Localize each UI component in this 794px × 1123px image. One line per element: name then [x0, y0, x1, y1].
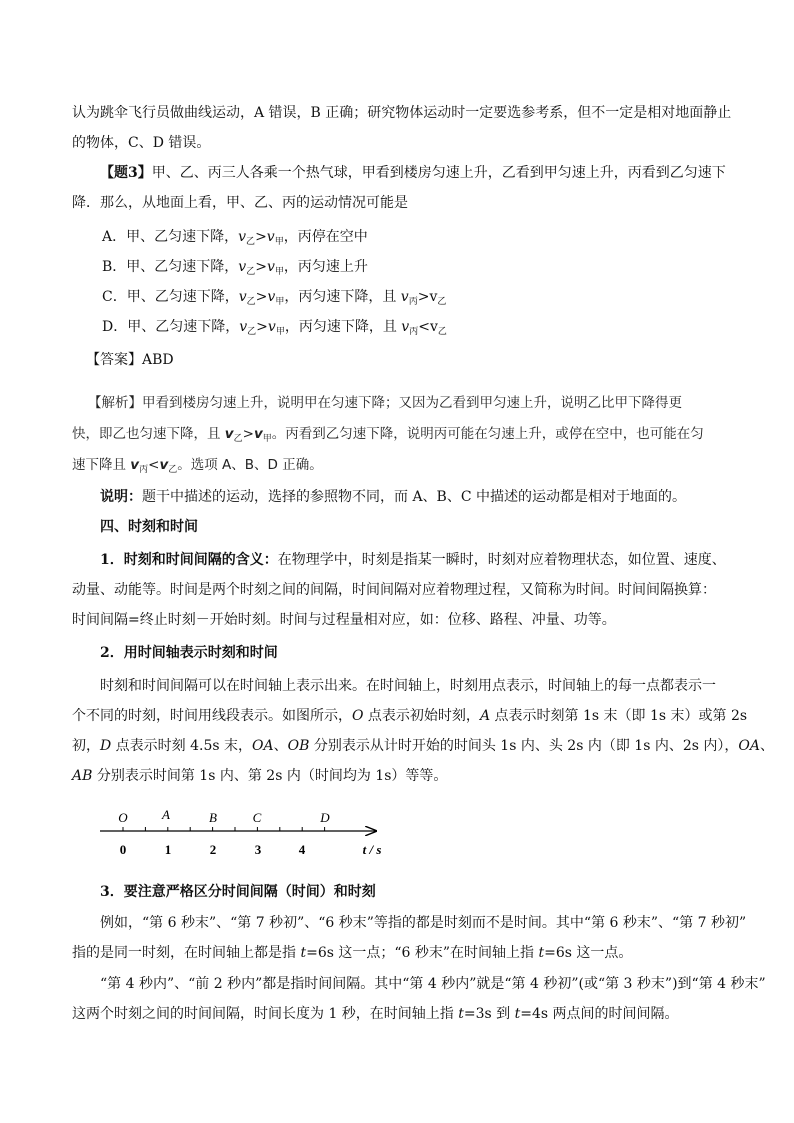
operator: >v [417, 289, 438, 305]
operator: <v [418, 319, 438, 335]
question-text: 甲、乙、丙三人各乘一个热气球，甲看到楼房匀速上升，乙看到甲匀速上升，丙看到乙匀速下 [151, 165, 726, 181]
point-label-d: D [320, 810, 330, 825]
var-v: v [238, 259, 247, 275]
option-c [102, 287, 446, 312]
paragraph-text: =3s 到 [463, 1006, 515, 1022]
subscript: 丙 [408, 297, 418, 307]
point-label-o: O [118, 810, 128, 825]
tick-label: 0 [119, 842, 127, 857]
subscript: 甲 [275, 297, 285, 307]
var-v: v [267, 319, 276, 335]
var-t: t [300, 945, 307, 961]
var-v: v [267, 289, 276, 305]
subscript: 丙 [409, 327, 419, 337]
option-text: B．甲、乙匀速下降， [102, 259, 239, 275]
var-v: v [224, 426, 234, 442]
paragraph-text: 分别表示从计时开始的时间头 1s 内、头 2s 内（即 1s 内、2s 内）， [309, 738, 739, 754]
paragraph-line: “第 4 秒内”、“前 2 秒内”都是指时间间隔。其中“第 4 秒内”就是“第 4 秒初”(或“第 3 秒末”)到“第 4 秒末” [100, 976, 766, 992]
segment-label: AB [72, 768, 93, 784]
option-text: ，丙匀速下降，且 [284, 319, 402, 335]
paragraph-text: 初， [72, 738, 100, 754]
var-v: v [253, 426, 263, 442]
paragraph-line [72, 943, 632, 963]
point-label: D [100, 738, 112, 754]
option-text: C．甲、乙匀速下降， [102, 289, 239, 305]
option-a [102, 227, 368, 252]
time-axis-figure [96, 800, 396, 870]
subscript: 乙 [246, 297, 256, 307]
explanation-text: 速下降且 [72, 457, 131, 473]
question-stem-line: 降．那么，从地面上看，甲、乙、丙的运动情况可能是 [72, 195, 408, 211]
paragraph-line [72, 766, 447, 786]
paragraph-text: 分别表示时间第 1s 内、第 2s 内（时间均为 1s）等等。 [92, 768, 448, 784]
var-v: v [238, 229, 247, 245]
note-text: 题干中描述的运动，选择的参照物不同，而 A、B、C 中描述的运动都是相对于地面的。 [142, 489, 687, 505]
var-t: t [458, 1006, 464, 1022]
segment-label: OB [287, 738, 310, 754]
paragraph-line: 时间间隔=终止时刻－开始时刻。时间与过程量相对应，如：位移、路程、冲量、功等。 [72, 612, 616, 628]
tick-label: 1 [164, 842, 172, 857]
paragraph-text: 点表示初始时刻， [363, 708, 480, 724]
var-v: v [238, 289, 247, 305]
point-label-b: B [209, 810, 217, 825]
var-t: t [514, 1006, 521, 1022]
paragraph-text: 指的是同一时刻，在时间轴上都是指 [72, 945, 301, 961]
point-label-c: C [252, 810, 262, 825]
point-label-a: A [162, 807, 170, 822]
option-text: ，丙匀速下降，且 [284, 289, 401, 305]
tick-label: 3 [254, 842, 262, 857]
paragraph-line: 的物体，C、D 错误。 [72, 135, 211, 151]
var-v: v [401, 319, 410, 335]
answer: 【答案】ABD [86, 352, 174, 368]
subscript: 乙 [246, 237, 256, 247]
var-v: v [266, 229, 275, 245]
subsection-title: 2．用时间轴表示时刻和时间 [100, 645, 278, 661]
subscript: 甲 [274, 237, 284, 247]
var-v: v [400, 289, 409, 305]
operator: > [256, 319, 268, 335]
paragraph-text: =6s 这一点。 [544, 945, 633, 961]
question-stem [100, 163, 726, 183]
operator: > [255, 229, 267, 245]
subsection-title: 3．要注意严格区分时间间隔（时间）和时刻 [100, 884, 376, 900]
subscript: 甲 [262, 434, 272, 444]
paragraph-text: 个不同的时刻，时间用线段表示。如图所示， [72, 708, 352, 724]
paragraph-text: 点表示时刻第 1s 末（即 1s 末）或第 2s [490, 708, 748, 724]
paragraph-text: 点表示时刻 4.5s 末， [111, 738, 253, 754]
question-tag: 【题3】 [100, 165, 152, 181]
var-v: v [266, 259, 275, 275]
operator: > [255, 289, 268, 305]
subscript: 甲 [275, 327, 285, 337]
explanation-line: 【解析】甲看到楼房匀速上升，说明甲在匀速下降；又因为乙看到甲匀速上升，说明乙比甲下降得更 [88, 395, 682, 411]
operator: > [242, 426, 254, 442]
explanation-line [72, 455, 323, 480]
var-t: t [538, 945, 545, 961]
paragraph-text: 这两个时刻之间的时间间隔，时间长度为 1 秒，在时间轴上指 [72, 1006, 459, 1022]
paragraph-line: 动量、动能等。时间是两个时刻之间的间隔，时间间隔对应着物理过程，又简称为时间。时间间隔换算： [72, 582, 716, 598]
explanation-text: 。选项 A、B、D 正确。 [177, 457, 323, 473]
explanation-text: 。丙看到乙匀速下降，说明丙可能在匀速上升，或停在空中，也可能在匀 [271, 426, 704, 442]
subscript: 乙 [247, 327, 257, 337]
option-text: D．甲、乙匀速下降， [102, 319, 240, 335]
paragraph-text: 在物理学中，时刻是指某一瞬时，时刻对应着物理状态，如位置、速度、 [277, 552, 726, 568]
var-v: v [130, 457, 140, 473]
paragraph-line [100, 550, 726, 570]
paragraph-line [72, 1004, 679, 1024]
subscript: 丙 [139, 465, 149, 475]
subscript: 甲 [274, 267, 284, 277]
paragraph-line [72, 706, 747, 726]
subscript: 乙 [233, 434, 243, 444]
paragraph-line [72, 736, 774, 756]
tick-label: 4 [298, 842, 306, 857]
subscript: 乙 [437, 297, 447, 307]
subscript: 乙 [168, 465, 178, 475]
operator: < [148, 457, 160, 473]
option-b [102, 257, 368, 282]
option-text: A．甲、乙匀速下降， [102, 229, 239, 245]
paragraph-line: 例如，“第 6 秒末”、“第 7 秒初”、“6 秒末”等指的都是时刻而不是时间。其中“第 6 秒末”、“第 7 秒初” [100, 915, 747, 931]
time-axis-svg [96, 800, 396, 870]
explanation-text: 快，即乙也匀速下降，且 [72, 426, 225, 442]
paragraph-text: 、 [759, 738, 774, 754]
segment-label: OA [252, 738, 274, 754]
paragraph-text: =4s 两点间的时间间隔。 [520, 1006, 679, 1022]
axis-unit-label: t / s [362, 842, 382, 857]
option-text: ，丙停在空中 [283, 229, 368, 245]
var-v: v [239, 319, 248, 335]
note [100, 487, 686, 507]
note-label: 说明： [100, 489, 142, 505]
subsection-title: 1．时刻和时间间隔的含义： [100, 552, 278, 568]
subscript: 乙 [246, 267, 256, 277]
subscript: 乙 [437, 327, 447, 337]
var-v: v [159, 457, 169, 473]
point-label: O [352, 708, 364, 724]
section-heading: 四、时刻和时间 [100, 519, 198, 535]
tick-label: 2 [209, 842, 217, 857]
paragraph-line: 认为跳伞飞行员做曲线运动，A 错误，B 正确；研究物体运动时一定要选参考系，但不一定是相对地面静止 [72, 105, 732, 121]
paragraph-text: =6s 这一点；“6 秒末”在时间轴上指 [306, 945, 539, 961]
segment-label: OA [738, 738, 760, 754]
option-d [102, 317, 447, 342]
point-label: A [479, 708, 491, 724]
paragraph-text: 、 [273, 738, 288, 754]
paragraph-line: 时刻和时间间隔可以在时间轴上表示出来。在时间轴上，时刻用点表示，时间轴上的每一点都表示一 [100, 678, 716, 694]
operator: > [255, 259, 267, 275]
option-text: ，丙匀速上升 [283, 259, 368, 275]
explanation-line [72, 424, 704, 449]
